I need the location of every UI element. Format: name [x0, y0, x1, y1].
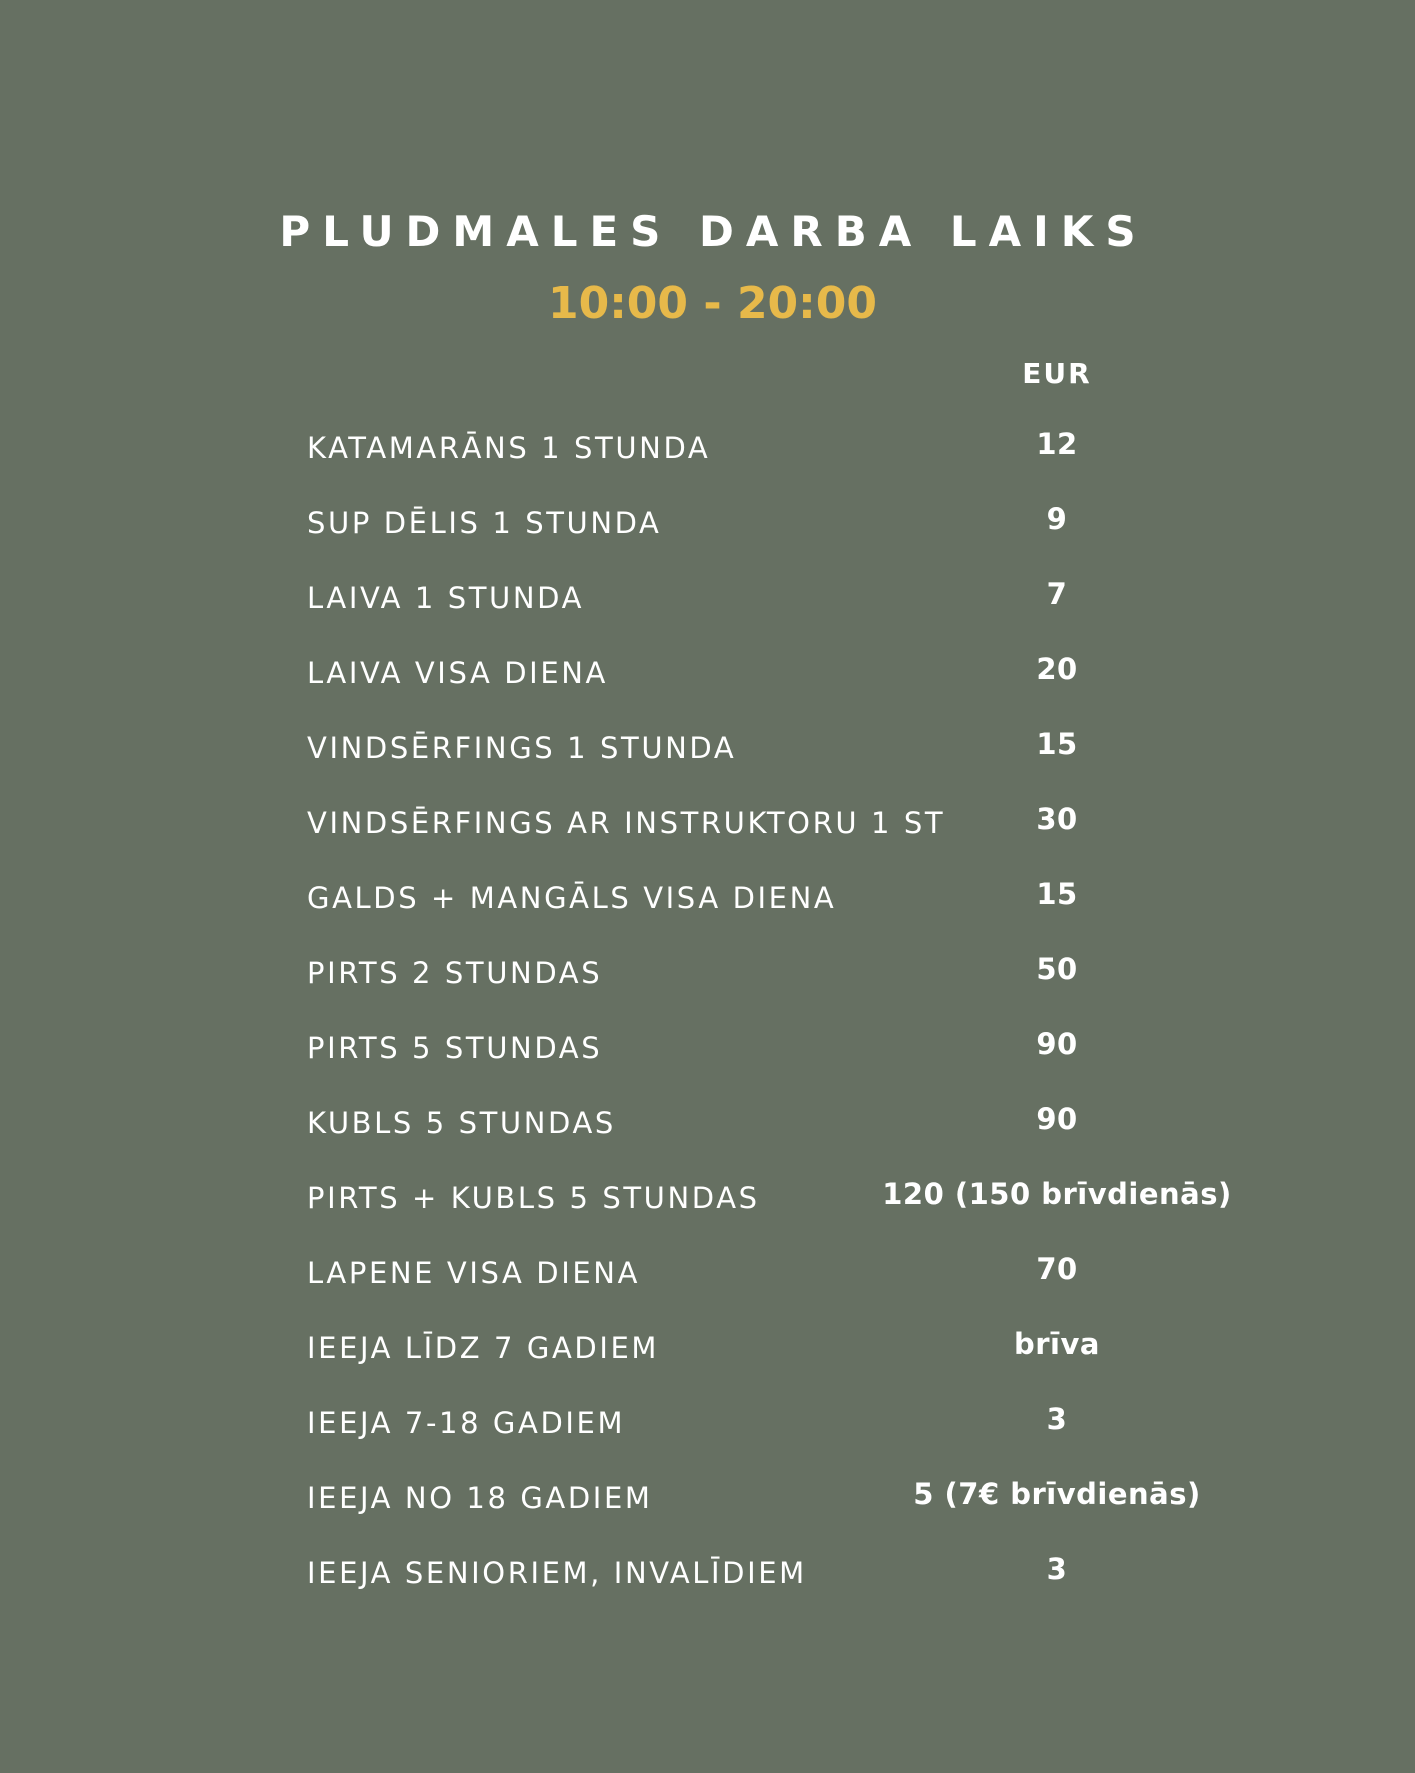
opening-hours: 10:00 - 20:00 — [547, 278, 877, 329]
item-name: LAPENE VISA DIENA — [307, 1256, 641, 1290]
item-price: brīva — [1014, 1327, 1100, 1361]
price-row — [0, 803, 1415, 843]
item-name: SUP DĒLIS 1 STUNDA — [307, 506, 662, 540]
item-name: KATAMARĀNS 1 STUNDA — [307, 431, 711, 465]
price-row — [0, 1403, 1415, 1443]
price-row — [0, 1478, 1415, 1518]
item-price: 20 — [1036, 652, 1078, 686]
item-price: 90 — [1036, 1102, 1078, 1136]
item-price: 15 — [1036, 877, 1078, 911]
item-name: IEEJA NO 18 GADIEM — [307, 1481, 653, 1515]
item-name: PIRTS 2 STUNDAS — [307, 956, 603, 990]
item-name: IEEJA 7-18 GADIEM — [307, 1406, 626, 1440]
item-name: KUBLS 5 STUNDAS — [307, 1106, 616, 1140]
price-row — [0, 1253, 1415, 1293]
item-name: LAIVA 1 STUNDA — [307, 581, 585, 615]
price-row — [0, 1328, 1415, 1368]
item-price: 50 — [1036, 952, 1078, 986]
price-row — [0, 953, 1415, 993]
price-row — [0, 653, 1415, 693]
currency-label: EUR — [1022, 357, 1092, 390]
item-name: LAIVA VISA DIENA — [307, 656, 608, 690]
price-row — [0, 728, 1415, 768]
item-price: 3 — [1046, 1552, 1068, 1586]
item-name: IEEJA LĪDZ 7 GADIEM — [307, 1331, 660, 1365]
price-row — [0, 1103, 1415, 1143]
item-price: 120 (150 brīvdienās) — [882, 1177, 1232, 1211]
price-row — [0, 878, 1415, 918]
page-title: PLUDMALES DARBA LAIKS — [279, 207, 1148, 256]
price-row — [0, 1028, 1415, 1068]
item-name: GALDS + MANGĀLS VISA DIENA — [307, 881, 837, 915]
price-row — [0, 578, 1415, 618]
price-row — [0, 1553, 1415, 1593]
item-name: PIRTS 5 STUNDAS — [307, 1031, 603, 1065]
price-row — [0, 1178, 1415, 1218]
item-name: IEEJA SENIORIEM, INVALĪDIEM — [307, 1556, 807, 1590]
item-name: PIRTS + KUBLS 5 STUNDAS — [307, 1181, 760, 1215]
price-row — [0, 428, 1415, 468]
item-price: 9 — [1046, 502, 1068, 536]
item-price: 7 — [1046, 577, 1068, 611]
item-price: 30 — [1036, 802, 1078, 836]
item-price: 12 — [1036, 427, 1078, 461]
item-name: VINDSĒRFINGS 1 STUNDA — [307, 731, 737, 765]
item-name: VINDSĒRFINGS AR INSTRUKTORU 1 ST — [307, 806, 946, 840]
item-price: 15 — [1036, 727, 1078, 761]
item-price: 5 (7€ brīvdienās) — [913, 1477, 1201, 1511]
item-price: 90 — [1036, 1027, 1078, 1061]
price-row — [0, 503, 1415, 543]
item-price: 3 — [1046, 1402, 1068, 1436]
item-price: 70 — [1036, 1252, 1078, 1286]
